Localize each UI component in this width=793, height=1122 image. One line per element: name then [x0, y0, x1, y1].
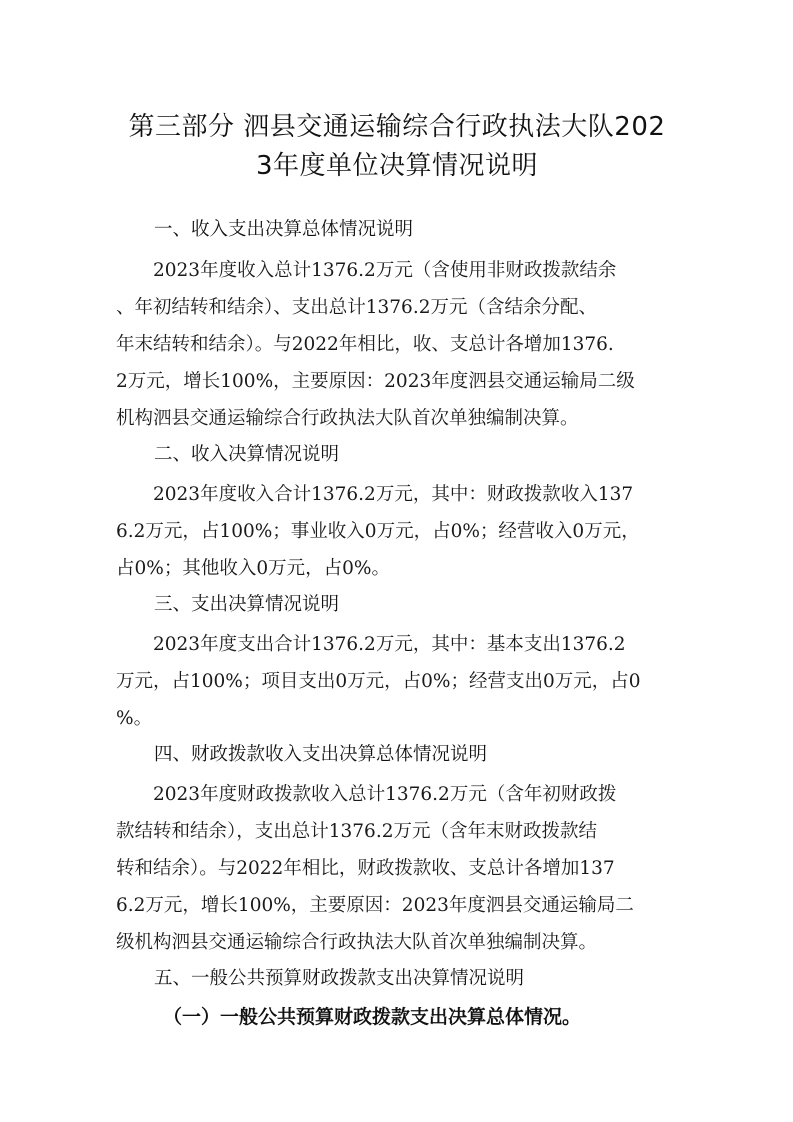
- section-1-paragraph-line: 2万元，增长100%，主要原因：2023年度泗县交通运输局二级: [116, 371, 635, 392]
- section-2-paragraph-line: 占0%；其他收入0万元，占0%。: [116, 558, 390, 579]
- section-4-paragraph-line: 转和结余）。与2022年相比，财政拨款收、支总计各增加137: [116, 858, 615, 879]
- section-1-paragraph-line: 、年初结转和结余）、支出总计1376.2万元（含结余分配、: [116, 297, 597, 318]
- section-4-paragraph-line: 2023年度财政拨款收入总计1376.2万元（含年初财政拨: [153, 784, 617, 805]
- section-1-paragraph-line: 机构泗县交通运输综合行政执法大队首次单独编制决算。: [116, 408, 579, 429]
- section-2-paragraph-line: 2023年度收入合计1376.2万元，其中：财政拨款收入137: [153, 484, 634, 505]
- section-1-heading: 一、收入支出决算总体情况说明: [154, 219, 414, 240]
- section-4-heading: 四、财政拨款收入支出决算总体情况说明: [154, 744, 488, 765]
- document-title-line-1: 第三部分 泗县交通运输综合行政执法大队202: [128, 112, 666, 142]
- section-4-paragraph-line: 款结转和结余），支出总计1376.2万元（含年末财政拨款结: [116, 821, 597, 842]
- section-3-paragraph-line: 2023年度支出合计1376.2万元，其中：基本支出1376.2: [153, 634, 626, 655]
- section-3-heading: 三、支出决算情况说明: [154, 594, 340, 615]
- section-3-paragraph-line: %。: [116, 708, 153, 729]
- section-5-heading: 五、一般公共预算财政拨款支出决算情况说明: [154, 968, 525, 989]
- section-4-paragraph-line: 6.2万元，增长100%，主要原因：2023年度泗县交通运输局二: [116, 895, 634, 916]
- section-5-subheading: （一）一般公共预算财政拨款支出决算总体情况。: [163, 1006, 582, 1028]
- section-4-paragraph-line: 级机构泗县交通运输综合行政执法大队首次单独编制决算。: [116, 932, 598, 953]
- document-title-line-2: 3年度单位决算情况说明: [255, 151, 539, 181]
- section-3-paragraph-line: 万元，占100%；项目支出0万元，占0%；经营支出0万元，占0: [116, 671, 641, 692]
- section-2-heading: 二、收入决算情况说明: [154, 444, 340, 465]
- section-1-paragraph-line: 年末结转和结余）。与2022年相比，收、支总计各增加1376.: [116, 334, 614, 355]
- section-1-paragraph-line: 2023年度收入总计1376.2万元（含使用非财政拨款结余: [153, 260, 617, 281]
- section-2-paragraph-line: 6.2万元，占100%；事业收入0万元，占0%；经营收入0万元，: [116, 521, 640, 542]
